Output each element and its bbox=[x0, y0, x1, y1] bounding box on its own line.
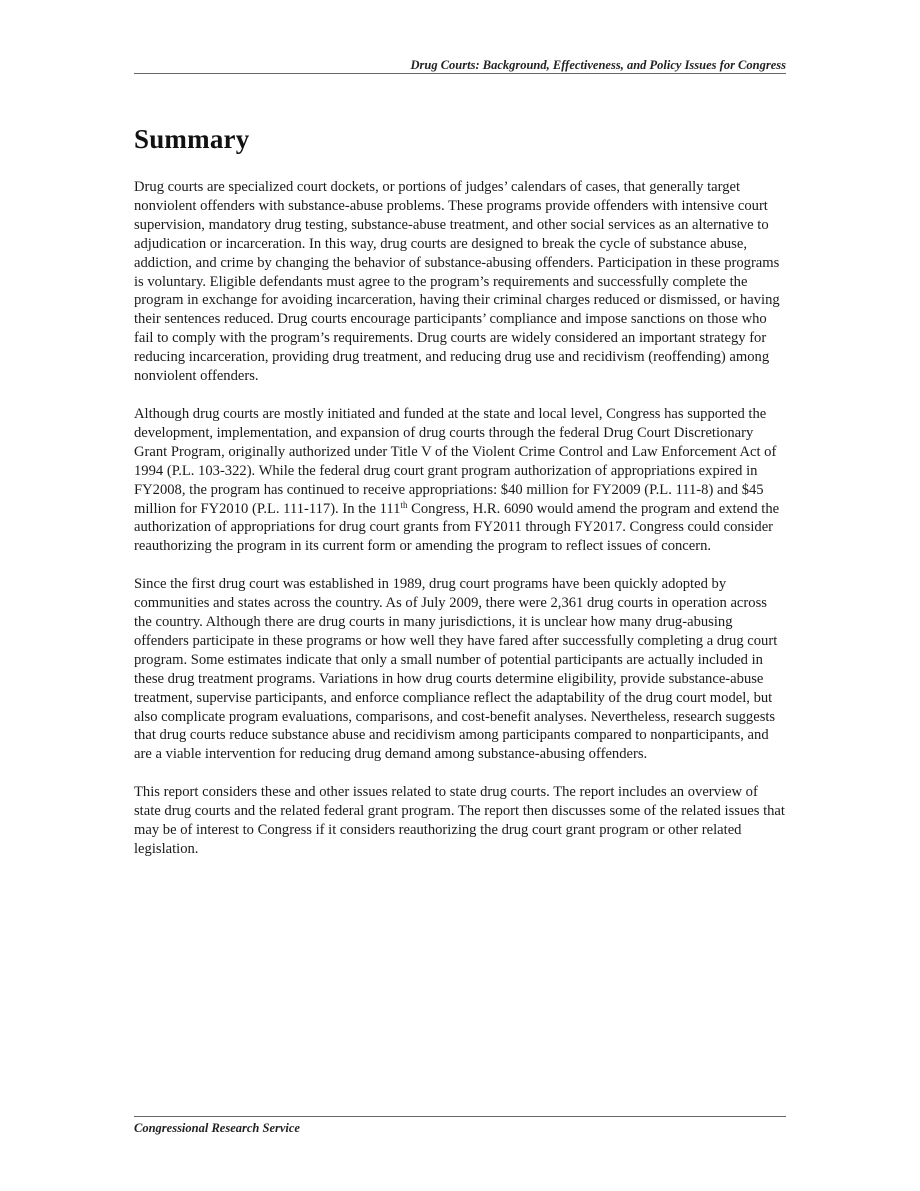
running-footer: Congressional Research Service bbox=[134, 1121, 300, 1135]
header-divider bbox=[134, 73, 786, 74]
running-header: Drug Courts: Background, Effectiveness, and Policy Issues for Congress bbox=[410, 58, 786, 72]
summary-paragraph-2 bbox=[134, 405, 786, 556]
summary-paragraph-3: Since the first drug court was established in 1989, drug court programs have been quickly adopted by communities and states across the country. As of July 2009, there were 2,361 drug courts in operation across the country. Although there are drug courts in many jurisdictions, it is unclear how many drug-abusing offenders participate in these programs or how well they have fared after successfully completing a drug court program. Some estimates indicate that only a small number of potential participants are actually included in these drug treatment programs. Variations in how drug courts determine eligibility, provide substance-abuse treatment, supervise participants, and enforce compliance reflect the adaptability of the drug court model, but also complicate program evaluations, comparisons, and cost-benefit analyses. Nevertheless, research suggests that drug courts reduce substance abuse and recidivism among participants compared to nonparticipants, and are a viable intervention for reducing drug demand among substance-abusing offenders. bbox=[134, 576, 778, 763]
summary-paragraph-4: This report considers these and other issues related to state drug courts. The report includes an overview of state drug courts and the related federal grant program. The report then discusses some of the related issues that may be of interest to Congress if it considers reauthorizing the drug court grant program or other related legislation. bbox=[134, 784, 785, 857]
paragraph-2-text-end: Congress, H.R. 6090 would amend the program and extend the authorization of appropriations for drug court grants from FY2011 through FY2017. Congress could consider reauthorizing the program in its current form or amending the program to reflect issues of concern. bbox=[134, 500, 780, 555]
ordinal-superscript: th bbox=[400, 499, 408, 510]
summary-body bbox=[134, 178, 786, 878]
section-title: Summary bbox=[134, 124, 250, 154]
paragraph-2-text-start: Although drug courts are mostly initiated and funded at the state and local level, Congress has supported the development, implementation, and expansion of drug courts through the federal Drug Court Discretionary Grant Program, originally authorized under Title V of the Violent Crime Control and Law Enforcement Act of 1994 (P.L. 103-322). While the federal drug court grant program authorization of appropriations expired in FY2008, the program has continued to receive appropriations: $40 million for FY2009 (P.L. 111-8) and $45 million for FY2010 (P.L. 111-117). In the 111 bbox=[134, 405, 777, 517]
summary-paragraph-1: Drug courts are specialized court dockets, or portions of judges’ calendars of cases, that generally target nonviolent offenders with substance-abuse problems. These programs provide offenders with intensive court supervision, mandatory drug testing, substance-abuse treatment, and other social services as an alternative to adjudication or incarceration. In this way, drug courts are designed to break the cycle of substance abuse, addiction, and crime by changing the behavior of substance-abusing offenders. Participation in these programs is voluntary. Eligible defendants must agree to the program’s requirements and successfully complete the program in exchange for avoiding incarceration, having their criminal charges reduced or dismissed, or having their sentences reduced. Drug courts encourage participants’ compliance and impose sanctions on those who fail to comply with the program’s requirements. Drug courts are widely considered an important strategy for reducing incarceration, providing drug treatment, and reducing drug use and recidivism (reoffending) among nonviolent offenders. bbox=[134, 179, 780, 385]
footer-divider bbox=[134, 1116, 786, 1117]
